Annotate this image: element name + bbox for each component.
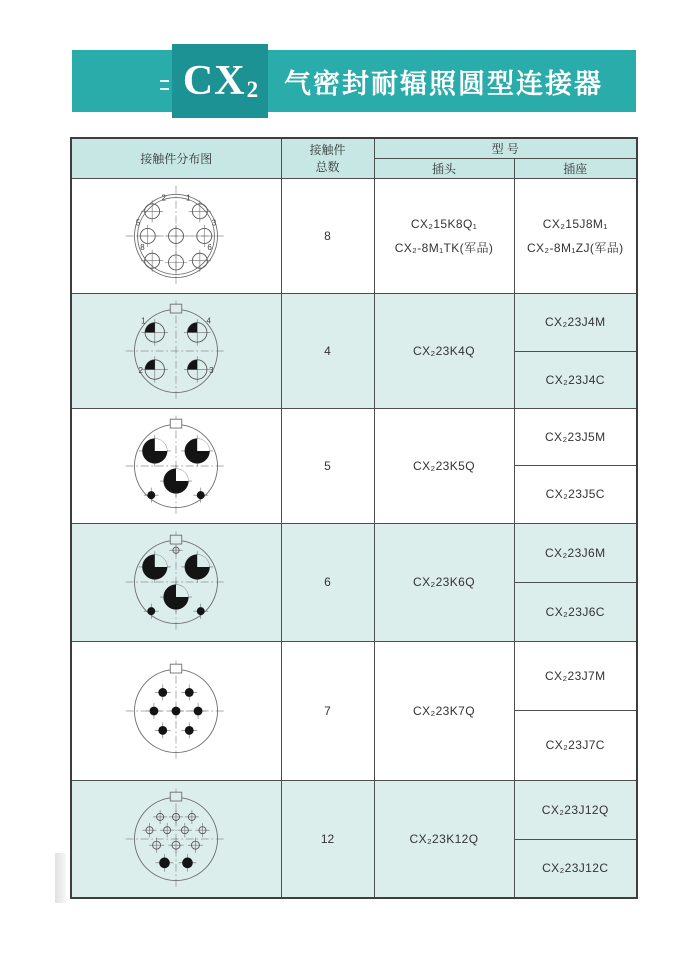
svg-text:4: 4 xyxy=(206,316,212,326)
socket-model-cell: CX₂23J5C xyxy=(514,465,637,523)
col-header-contact-count xyxy=(281,138,374,178)
svg-text:3: 3 xyxy=(212,217,217,227)
socket-model-cell: CX₂23J7C xyxy=(514,710,637,780)
col-header-diagram: 接触件分布图 xyxy=(71,138,281,178)
contact-count-value: 6 xyxy=(281,523,374,641)
contact-arrangement-diagram xyxy=(71,408,281,523)
series-code: CX xyxy=(182,58,246,104)
socket-model-cell: CX₂23J4C xyxy=(514,351,637,408)
socket-model-cell: CX₂23J6C xyxy=(514,582,637,641)
socket-model-cell: CX₂23J4M xyxy=(514,293,637,351)
socket-model-cell: CX₂23J5M xyxy=(514,408,637,465)
page-edge-artifact xyxy=(55,853,66,903)
svg-text:2: 2 xyxy=(161,193,167,203)
plug-model: CX₂-8M₁TK(军品) xyxy=(394,240,494,255)
col-header-model: 型 号 xyxy=(374,138,637,158)
contact-count-value: 4 xyxy=(281,293,374,408)
socket-model-cell: CX₂23J12Q xyxy=(514,780,637,839)
plug-model-cell xyxy=(374,641,514,780)
header-band xyxy=(72,50,636,112)
col-header-contact-line2: 总数 xyxy=(315,160,340,175)
col-header-contact-line1: 接触件 xyxy=(309,143,346,158)
socket-model-cell: CX₂23J12C xyxy=(514,839,637,898)
plug-model-cell xyxy=(374,408,514,523)
svg-text:5: 5 xyxy=(136,217,141,227)
svg-text:3: 3 xyxy=(209,365,214,375)
page-title: 气密封耐辐照圆型连接器 xyxy=(284,68,603,99)
plug-model: CX₂23K6Q xyxy=(413,575,475,589)
plug-model-cell xyxy=(374,178,514,293)
socket-model: CX₂-8M₁ZJ(军品) xyxy=(526,240,624,255)
decorative-dashes-icon xyxy=(160,80,170,96)
contact-count-value: 12 xyxy=(281,780,374,898)
svg-text:6: 6 xyxy=(207,242,213,252)
contact-arrangement-diagram xyxy=(71,780,281,898)
plug-model-cell xyxy=(374,780,514,898)
plug-model-cell xyxy=(374,523,514,641)
svg-text:1: 1 xyxy=(186,193,191,203)
series-code-badge xyxy=(172,44,268,118)
contact-count-value: 8 xyxy=(281,178,374,293)
socket-model-cell: CX₂23J7M xyxy=(514,641,637,710)
svg-text:8: 8 xyxy=(140,242,145,252)
plug-model: CX₂23K4Q xyxy=(413,343,475,358)
contact-count-value: 5 xyxy=(281,408,374,523)
contact-arrangement-diagram xyxy=(71,178,281,293)
plug-model: CX₂15K8Q₁ xyxy=(410,216,478,231)
svg-text:1: 1 xyxy=(141,316,146,326)
col-header-socket: 插座 xyxy=(514,158,637,178)
plug-model: CX₂23K12Q xyxy=(409,831,479,846)
plug-model: CX₂23K7Q xyxy=(413,703,475,718)
plug-model-cell xyxy=(374,293,514,408)
contact-arrangement-diagram xyxy=(71,641,281,780)
plug-model: CX₂23K5Q xyxy=(413,458,475,473)
contact-arrangement-diagram xyxy=(71,293,281,408)
col-header-plug: 插头 xyxy=(374,158,514,178)
socket-model: CX₂15J8M₁ xyxy=(542,216,608,231)
socket-model-cell xyxy=(514,178,637,293)
svg-text:2: 2 xyxy=(138,365,144,375)
socket-model-cell: CX₂23J6M xyxy=(514,523,637,582)
spec-table xyxy=(70,137,638,899)
series-code-subscript: 2 xyxy=(246,77,259,102)
contact-count-value: 7 xyxy=(281,641,374,780)
contact-arrangement-diagram xyxy=(71,523,281,641)
